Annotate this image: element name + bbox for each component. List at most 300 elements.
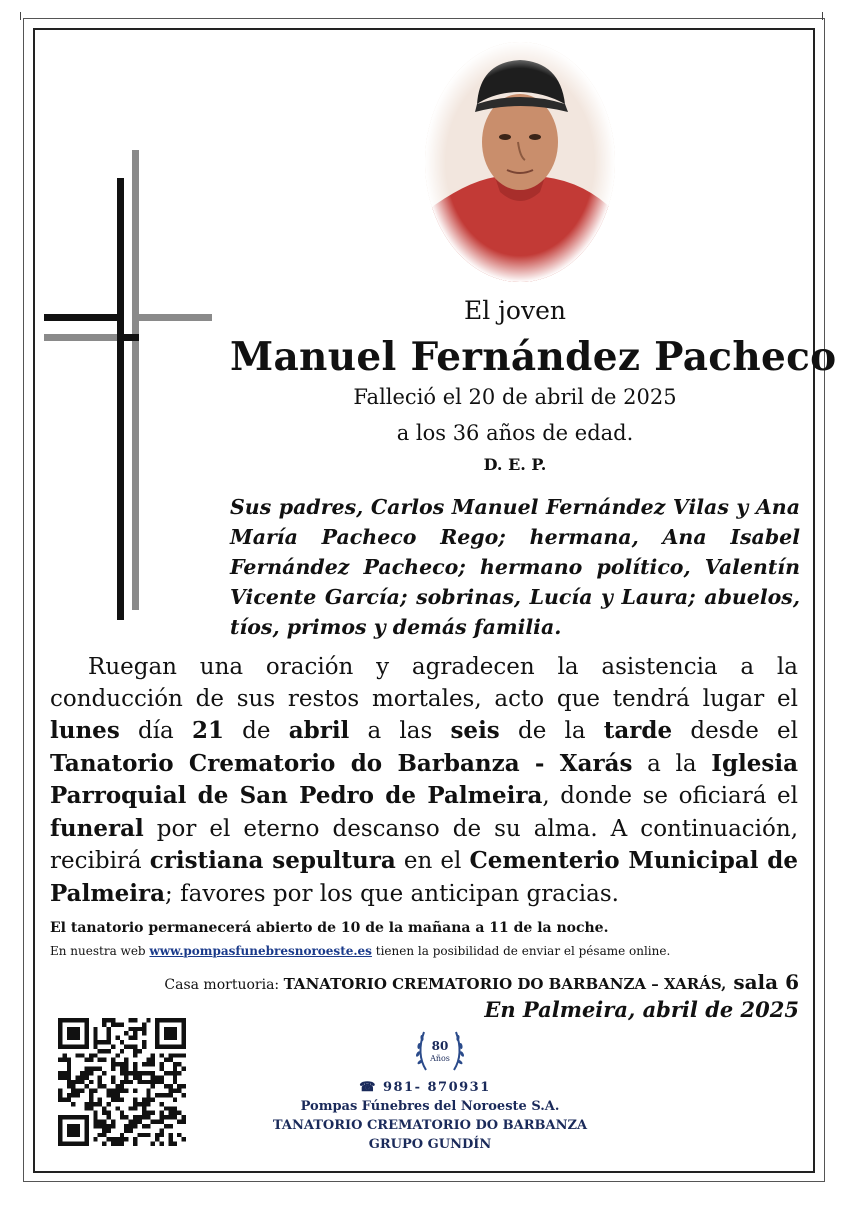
qr-module bbox=[151, 1142, 155, 1146]
qr-module bbox=[111, 1058, 115, 1062]
qr-module bbox=[173, 1106, 177, 1110]
qr-module bbox=[182, 1036, 186, 1040]
qr-module bbox=[71, 1036, 75, 1040]
cross-gray-horizontal bbox=[132, 314, 212, 321]
qr-module bbox=[133, 1031, 137, 1035]
qr-module bbox=[84, 1040, 88, 1044]
qr-module bbox=[80, 1071, 84, 1075]
qr-module bbox=[177, 1133, 181, 1137]
qr-module bbox=[168, 1018, 172, 1022]
qr-module bbox=[164, 1071, 168, 1075]
qr-module bbox=[142, 1115, 146, 1119]
qr-module bbox=[155, 1133, 159, 1137]
qr-module bbox=[102, 1128, 106, 1132]
qr-module bbox=[137, 1115, 141, 1119]
qr-module bbox=[93, 1027, 97, 1031]
qr-module bbox=[115, 1106, 119, 1110]
qr-module bbox=[107, 1124, 111, 1128]
qr-module bbox=[67, 1062, 71, 1066]
qr-module bbox=[58, 1018, 62, 1022]
qr-module bbox=[142, 1106, 146, 1110]
qr-module bbox=[177, 1062, 181, 1066]
company-group: GRUPO GUNDÍN bbox=[368, 1137, 492, 1152]
web-note-suffix: tienen la posibilidad de enviar el pésame online. bbox=[371, 944, 671, 958]
qr-module bbox=[173, 1053, 177, 1057]
qr-module bbox=[58, 1137, 62, 1141]
qr-module bbox=[160, 1133, 164, 1137]
qr-module bbox=[93, 1044, 97, 1048]
qr-module bbox=[177, 1018, 181, 1022]
qr-module bbox=[84, 1022, 88, 1026]
qr-module bbox=[133, 1027, 137, 1031]
qr-module bbox=[89, 1053, 93, 1057]
qr-module bbox=[160, 1075, 164, 1079]
qr-module bbox=[142, 1027, 146, 1031]
qr-module bbox=[80, 1018, 84, 1022]
qr-module bbox=[168, 1071, 172, 1075]
qr-module bbox=[84, 1027, 88, 1031]
cross-gray-vertical bbox=[132, 150, 139, 610]
qr-module bbox=[98, 1075, 102, 1079]
qr-module bbox=[58, 1044, 62, 1048]
qr-module bbox=[93, 1120, 97, 1124]
qr-module bbox=[58, 1071, 62, 1075]
qr-module bbox=[102, 1071, 106, 1075]
qr-module bbox=[173, 1018, 177, 1022]
qr-module bbox=[67, 1080, 71, 1084]
qr-module bbox=[155, 1120, 159, 1124]
qr-module bbox=[182, 1120, 186, 1124]
qr-module bbox=[120, 1022, 124, 1026]
qr-module bbox=[168, 1124, 172, 1128]
qr-module bbox=[67, 1128, 71, 1132]
qr-module bbox=[133, 1075, 137, 1079]
ceremony-origin: Tanatorio Crematorio do Barbanza - Xarás bbox=[50, 749, 633, 777]
qr-module bbox=[76, 1133, 80, 1137]
qr-module bbox=[137, 1080, 141, 1084]
qr-module bbox=[80, 1115, 84, 1119]
qr-module bbox=[142, 1080, 146, 1084]
qr-module bbox=[120, 1111, 124, 1115]
qr-module bbox=[168, 1089, 172, 1093]
qr-module bbox=[111, 1124, 115, 1128]
qr-module bbox=[155, 1044, 159, 1048]
ceremony-funeral: funeral bbox=[50, 814, 144, 842]
qr-module bbox=[168, 1031, 172, 1035]
qr-module bbox=[84, 1067, 88, 1071]
qr-module bbox=[177, 1071, 181, 1075]
qr-module bbox=[137, 1075, 141, 1079]
qr-module bbox=[133, 1089, 137, 1093]
qr-module bbox=[146, 1111, 150, 1115]
ceremony-text: , donde se oficiará el bbox=[542, 783, 799, 809]
qr-module bbox=[62, 1071, 66, 1075]
qr-module bbox=[67, 1031, 71, 1035]
qr-module bbox=[93, 1089, 97, 1093]
qr-module bbox=[89, 1058, 93, 1062]
qr-module bbox=[67, 1142, 71, 1146]
qr-module bbox=[137, 1133, 141, 1137]
qr-module bbox=[76, 1044, 80, 1048]
ceremony-hour: seis bbox=[450, 717, 500, 744]
qr-module bbox=[177, 1089, 181, 1093]
qr-module bbox=[107, 1049, 111, 1053]
qr-module bbox=[129, 1128, 133, 1132]
ceremony-date-number: 21 bbox=[191, 717, 224, 744]
ceremony-day: lunes bbox=[50, 717, 120, 744]
qr-module bbox=[58, 1031, 62, 1035]
qr-module bbox=[168, 1044, 172, 1048]
qr-module bbox=[146, 1062, 150, 1066]
qr-module bbox=[160, 1018, 164, 1022]
qr-module bbox=[80, 1142, 84, 1146]
qr-module bbox=[102, 1133, 106, 1137]
qr-module bbox=[129, 1018, 133, 1022]
qr-module bbox=[62, 1142, 66, 1146]
ceremony-text: en el bbox=[395, 848, 470, 874]
qr-module bbox=[168, 1027, 172, 1031]
qr-module bbox=[142, 1040, 146, 1044]
portrait-illustration bbox=[425, 42, 615, 282]
qr-module bbox=[137, 1071, 141, 1075]
ceremony-text: de la bbox=[499, 718, 604, 744]
casa-label: Casa mortuoria: bbox=[164, 977, 284, 993]
qr-module bbox=[80, 1053, 84, 1057]
badge-text: Años bbox=[430, 1054, 450, 1063]
qr-module bbox=[124, 1089, 128, 1093]
qr-module bbox=[160, 1120, 164, 1124]
qr-module bbox=[160, 1053, 164, 1057]
qr-module bbox=[164, 1084, 168, 1088]
qr-module bbox=[129, 1080, 133, 1084]
corner-mark bbox=[822, 12, 823, 20]
qr-module bbox=[164, 1031, 168, 1035]
sala-number: sala 6 bbox=[726, 970, 799, 994]
qr-module bbox=[155, 1040, 159, 1044]
qr-module bbox=[71, 1142, 75, 1146]
qr-module bbox=[76, 1075, 80, 1079]
qr-module bbox=[84, 1058, 88, 1062]
corner-mark bbox=[20, 12, 21, 20]
laurel-icon bbox=[410, 1022, 470, 1078]
qr-module bbox=[133, 1067, 137, 1071]
qr-module bbox=[182, 1115, 186, 1119]
family-paragraph: Sus padres, Carlos Manuel Fernández Vilas y Ana María Pacheco Rego; hermana, Ana Isabel Fernández Pacheco; hermano político, Valentín Vicente García; sobrinas, Lucía y Laura; abuelos, tíos, primos y demás familia. bbox=[230, 495, 800, 639]
qr-module bbox=[67, 1036, 71, 1040]
qr-module bbox=[58, 1133, 62, 1137]
website-link[interactable]: www.pompasfunebresnoroeste.es bbox=[149, 944, 372, 958]
qr-module bbox=[84, 1120, 88, 1124]
ceremony-text: Ruegan una oración y agradecen la asistencia a la conducción de sus restos mortales, acto que tendrá lugar el bbox=[50, 654, 798, 712]
qr-module bbox=[76, 1089, 80, 1093]
qr-module bbox=[115, 1093, 119, 1097]
phone-icon: ☎ bbox=[359, 1080, 383, 1095]
qr-module bbox=[120, 1062, 124, 1066]
qr-module bbox=[142, 1022, 146, 1026]
qr-module bbox=[71, 1084, 75, 1088]
qr-module bbox=[62, 1018, 66, 1022]
qr-module bbox=[133, 1018, 137, 1022]
anniversary-badge bbox=[410, 1022, 470, 1078]
qr-module bbox=[98, 1102, 102, 1106]
qr-module bbox=[124, 1128, 128, 1132]
company-tanatorio: TANATORIO CREMATORIO DO BARBANZA bbox=[272, 1118, 588, 1133]
qr-module bbox=[76, 1093, 80, 1097]
qr-module bbox=[182, 1022, 186, 1026]
ceremony-text: desde el bbox=[672, 718, 798, 744]
qr-module bbox=[67, 1067, 71, 1071]
qr-module bbox=[80, 1044, 84, 1048]
qr-module bbox=[164, 1115, 168, 1119]
qr-module bbox=[182, 1084, 186, 1088]
qr-module bbox=[107, 1089, 111, 1093]
qr-module bbox=[164, 1058, 168, 1062]
qr-module bbox=[173, 1080, 177, 1084]
qr-module bbox=[160, 1080, 164, 1084]
qr-module bbox=[67, 1093, 71, 1097]
qr-module bbox=[168, 1058, 172, 1062]
qr-module bbox=[111, 1062, 115, 1066]
qr-module bbox=[102, 1142, 106, 1146]
qr-module bbox=[67, 1075, 71, 1079]
qr-module bbox=[129, 1124, 133, 1128]
qr-module bbox=[124, 1044, 128, 1048]
qr-module bbox=[62, 1044, 66, 1048]
qr-module bbox=[115, 1142, 119, 1146]
qr-module bbox=[84, 1018, 88, 1022]
qr-module bbox=[142, 1031, 146, 1035]
qr-module bbox=[58, 1128, 62, 1132]
qr-module bbox=[173, 1111, 177, 1115]
qr-module bbox=[111, 1022, 115, 1026]
qr-module bbox=[93, 1036, 97, 1040]
qr-module bbox=[84, 1031, 88, 1035]
qr-module bbox=[102, 1111, 106, 1115]
ceremony-text: ; favores por los que anticipan gracias. bbox=[165, 880, 619, 907]
qr-module bbox=[58, 1040, 62, 1044]
qr-module bbox=[142, 1062, 146, 1066]
qr-module bbox=[173, 1027, 177, 1031]
qr-module bbox=[107, 1027, 111, 1031]
qr-module bbox=[71, 1018, 75, 1022]
qr-module bbox=[146, 1115, 150, 1119]
qr-module bbox=[155, 1075, 159, 1079]
qr-module bbox=[80, 1089, 84, 1093]
qr-module bbox=[120, 1071, 124, 1075]
qr-module bbox=[102, 1049, 106, 1053]
qr-module bbox=[164, 1106, 168, 1110]
qr-module bbox=[173, 1062, 177, 1066]
phone-line[interactable] bbox=[300, 1080, 550, 1095]
qr-module bbox=[76, 1124, 80, 1128]
qr-module bbox=[155, 1031, 159, 1035]
qr-module bbox=[84, 1124, 88, 1128]
qr-module bbox=[111, 1018, 115, 1022]
qr-module bbox=[115, 1084, 119, 1088]
qr-module bbox=[177, 1044, 181, 1048]
qr-module bbox=[124, 1137, 128, 1141]
qr-module bbox=[84, 1128, 88, 1132]
qr-module bbox=[111, 1120, 115, 1124]
qr-module bbox=[177, 1084, 181, 1088]
ceremony-church: Iglesia Parroquial de San Pedro de Palmeira bbox=[50, 749, 798, 809]
qr-module bbox=[124, 1062, 128, 1066]
qr-module bbox=[120, 1084, 124, 1088]
qr-module bbox=[160, 1111, 164, 1115]
qr-module bbox=[84, 1106, 88, 1110]
ceremony-paragraph bbox=[50, 652, 798, 910]
qr-module bbox=[98, 1097, 102, 1101]
qr-module bbox=[168, 1111, 172, 1115]
qr-module bbox=[98, 1080, 102, 1084]
ceremony-text: día bbox=[119, 718, 192, 744]
qr-module bbox=[142, 1111, 146, 1115]
qr-module bbox=[182, 1137, 186, 1141]
qr-module bbox=[129, 1044, 133, 1048]
qr-module bbox=[107, 1137, 111, 1141]
qr-module bbox=[182, 1018, 186, 1022]
qr-module bbox=[84, 1044, 88, 1048]
qr-module bbox=[76, 1031, 80, 1035]
age-line: a los 36 años de edad. bbox=[396, 421, 634, 445]
qr-module bbox=[62, 1097, 66, 1101]
qr-module bbox=[124, 1067, 128, 1071]
qr-module bbox=[124, 1071, 128, 1075]
qr-module bbox=[84, 1075, 88, 1079]
qr-module bbox=[137, 1049, 141, 1053]
qr-module bbox=[151, 1111, 155, 1115]
ceremony-burial: cristiana sepultura bbox=[149, 847, 396, 874]
qr-module bbox=[98, 1120, 102, 1124]
qr-module bbox=[182, 1044, 186, 1048]
qr-module bbox=[142, 1071, 146, 1075]
qr-module bbox=[164, 1027, 168, 1031]
qr-module bbox=[111, 1142, 115, 1146]
qr-module bbox=[182, 1031, 186, 1035]
qr-module bbox=[102, 1120, 106, 1124]
qr-module bbox=[76, 1142, 80, 1146]
qr-module bbox=[133, 1115, 137, 1119]
qr-module bbox=[146, 1018, 150, 1022]
qr-module bbox=[107, 1018, 111, 1022]
qr-module bbox=[133, 1044, 137, 1048]
qr-module bbox=[173, 1067, 177, 1071]
qr-module bbox=[102, 1040, 106, 1044]
qr-module bbox=[58, 1075, 62, 1079]
qr-module bbox=[89, 1102, 93, 1106]
casa-mortuoria bbox=[164, 970, 799, 994]
qr-module bbox=[142, 1133, 146, 1137]
qr-module bbox=[71, 1027, 75, 1031]
qr-module bbox=[58, 1022, 62, 1026]
qr-module bbox=[151, 1062, 155, 1066]
qr-module bbox=[111, 1080, 115, 1084]
ceremony-text: de bbox=[223, 718, 289, 744]
qr-module bbox=[62, 1053, 66, 1057]
qr-module bbox=[89, 1089, 93, 1093]
qr-module bbox=[151, 1120, 155, 1124]
qr-module bbox=[173, 1115, 177, 1119]
qr-module bbox=[98, 1067, 102, 1071]
qr-module bbox=[168, 1053, 172, 1057]
qr-module bbox=[80, 1080, 84, 1084]
qr-module bbox=[102, 1022, 106, 1026]
qr-module bbox=[58, 1093, 62, 1097]
qr-module bbox=[129, 1120, 133, 1124]
qr-module bbox=[71, 1093, 75, 1097]
qr-module bbox=[67, 1097, 71, 1101]
qr-module bbox=[168, 1133, 172, 1137]
rip-line: D. E. P. bbox=[483, 455, 547, 474]
qr-module bbox=[62, 1058, 66, 1062]
qr-module bbox=[173, 1036, 177, 1040]
qr-module bbox=[120, 1089, 124, 1093]
qr-module bbox=[107, 1036, 111, 1040]
qr-module bbox=[93, 1067, 97, 1071]
qr-module bbox=[111, 1075, 115, 1079]
qr-module bbox=[160, 1067, 164, 1071]
qr-module bbox=[98, 1058, 102, 1062]
qr-module bbox=[107, 1115, 111, 1119]
place-date: En Palmeira, abril de 2025 bbox=[484, 997, 799, 1022]
qr-module bbox=[120, 1067, 124, 1071]
ceremony-cemetery: Cementerio Municipal de Palmeira bbox=[50, 847, 799, 907]
qr-module bbox=[129, 1027, 133, 1031]
qr-module bbox=[71, 1128, 75, 1132]
qr-module bbox=[84, 1071, 88, 1075]
qr-module bbox=[124, 1031, 128, 1035]
qr-module bbox=[146, 1102, 150, 1106]
qr-module bbox=[177, 1053, 181, 1057]
web-note bbox=[50, 944, 670, 958]
ceremony-time-of-day: tarde bbox=[603, 717, 673, 744]
qr-code[interactable] bbox=[58, 1018, 186, 1146]
qr-module bbox=[155, 1093, 159, 1097]
qr-module bbox=[129, 1071, 133, 1075]
qr-module bbox=[160, 1102, 164, 1106]
qr-module bbox=[129, 1106, 133, 1110]
qr-module bbox=[107, 1031, 111, 1035]
qr-module bbox=[168, 1115, 172, 1119]
qr-module bbox=[133, 1062, 137, 1066]
qr-module bbox=[67, 1115, 71, 1119]
qr-module bbox=[160, 1142, 164, 1146]
qr-module bbox=[168, 1036, 172, 1040]
cross-black-vertical bbox=[117, 178, 124, 620]
qr-module bbox=[84, 1036, 88, 1040]
qr-module bbox=[76, 1080, 80, 1084]
qr-module bbox=[146, 1089, 150, 1093]
qr-module bbox=[155, 1018, 159, 1022]
qr-module bbox=[84, 1142, 88, 1146]
qr-module bbox=[155, 1036, 159, 1040]
portrait-photo bbox=[425, 42, 615, 282]
qr-module bbox=[89, 1093, 93, 1097]
prefix-title: El joven bbox=[463, 296, 566, 325]
qr-module bbox=[76, 1036, 80, 1040]
qr-module bbox=[177, 1111, 181, 1115]
qr-module bbox=[120, 1115, 124, 1119]
qr-module bbox=[124, 1124, 128, 1128]
qr-module bbox=[89, 1097, 93, 1101]
qr-module bbox=[146, 1093, 150, 1097]
qr-code-pattern bbox=[58, 1018, 186, 1146]
qr-module bbox=[177, 1120, 181, 1124]
qr-module bbox=[102, 1124, 106, 1128]
qr-module bbox=[133, 1102, 137, 1106]
qr-module bbox=[160, 1062, 164, 1066]
qr-module bbox=[146, 1133, 150, 1137]
